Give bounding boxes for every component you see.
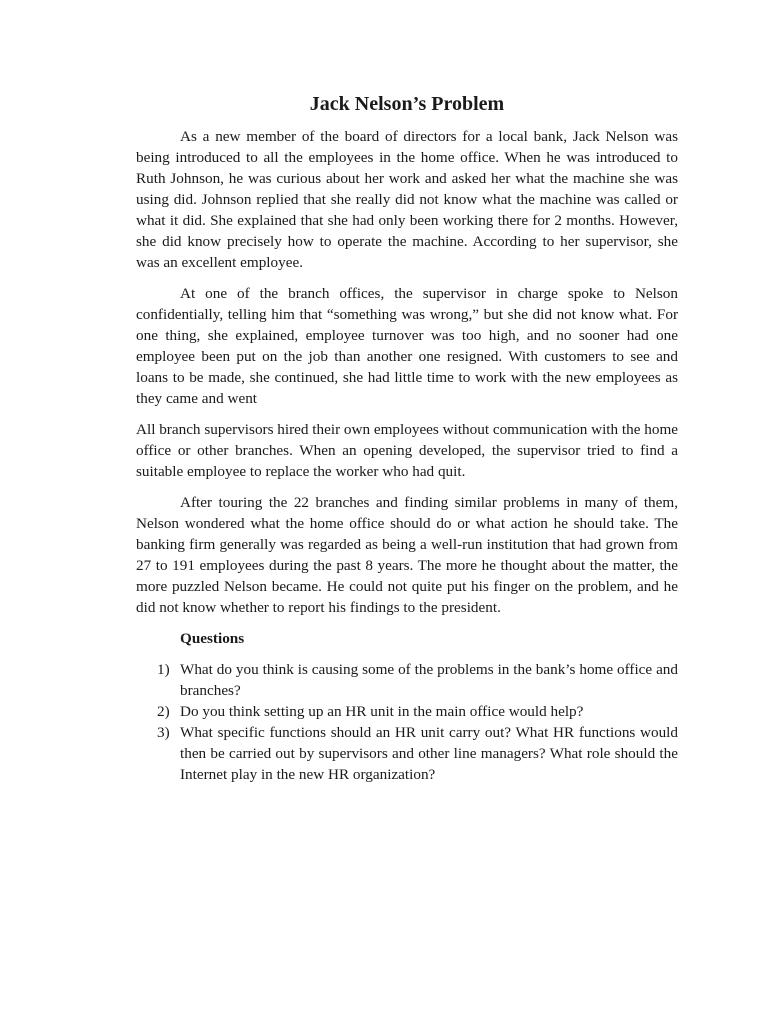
question-number: 2) [157,703,170,720]
document-title: Jack Nelson’s Problem [309,93,505,115]
paragraph-branch-office: At one of the branch offices, the supervisor in charge spoke to Nelson confidentially, telling him that “something was wrong,” but she did not know what. For one thing, she explained, employee turnover was too high, and no sooner had one employee been put on the job than another one resigned. With customers to see and loans to be made, she continued, she had little time to work with the new employees as they came and went [136,285,678,407]
paragraph-touring: After touring the 22 branches and finding similar problems in many of them, Nelson wondered what the home office should do or what action he should take. The banking firm generally was regarded as being a well-run institution that had grown from 27 to 191 employees during the past 8 years. The more he thought about the matter, the more puzzled Nelson became. He could not quite put his finger on the problem, and he did not know whether to report his findings to the president. [136,494,678,616]
question-number: 3) [157,724,170,741]
question-number: 1) [157,661,170,678]
paragraph-intro: As a new member of the board of directors for a local bank, Jack Nelson was being introduced to all the employees in the home office. When he was introduced to Ruth Johnson, he was curious about her work and asked her what the machine she was using did. Johnson replied that she really did not know what the machine was called or what it did. She explained that she had only been working there for 2 months. However, she did know precisely how to operate the machine. According to her supervisor, she was an excellent employee. [136,128,678,271]
question-text: What do you think is causing some of the problems in the bank’s home office and branches? [180,661,678,699]
question-text: What specific functions should an HR unit carry out? What HR functions would then be carried out by supervisors and other line managers? What role should the Internet play in the new HR organization? [180,724,678,783]
questions-heading: Questions [180,630,245,647]
question-item [136,722,678,785]
question-item [136,659,678,701]
question-text: Do you think setting up an HR unit in the main office would help? [180,703,584,720]
document-page [136,90,678,785]
questions-list [136,659,678,785]
paragraph-hiring: All branch supervisors hired their own employees without communication with the home office or other branches. When an opening developed, the supervisor tried to find a suitable employee to replace the worker who had quit. [136,421,678,480]
question-item [136,701,678,722]
